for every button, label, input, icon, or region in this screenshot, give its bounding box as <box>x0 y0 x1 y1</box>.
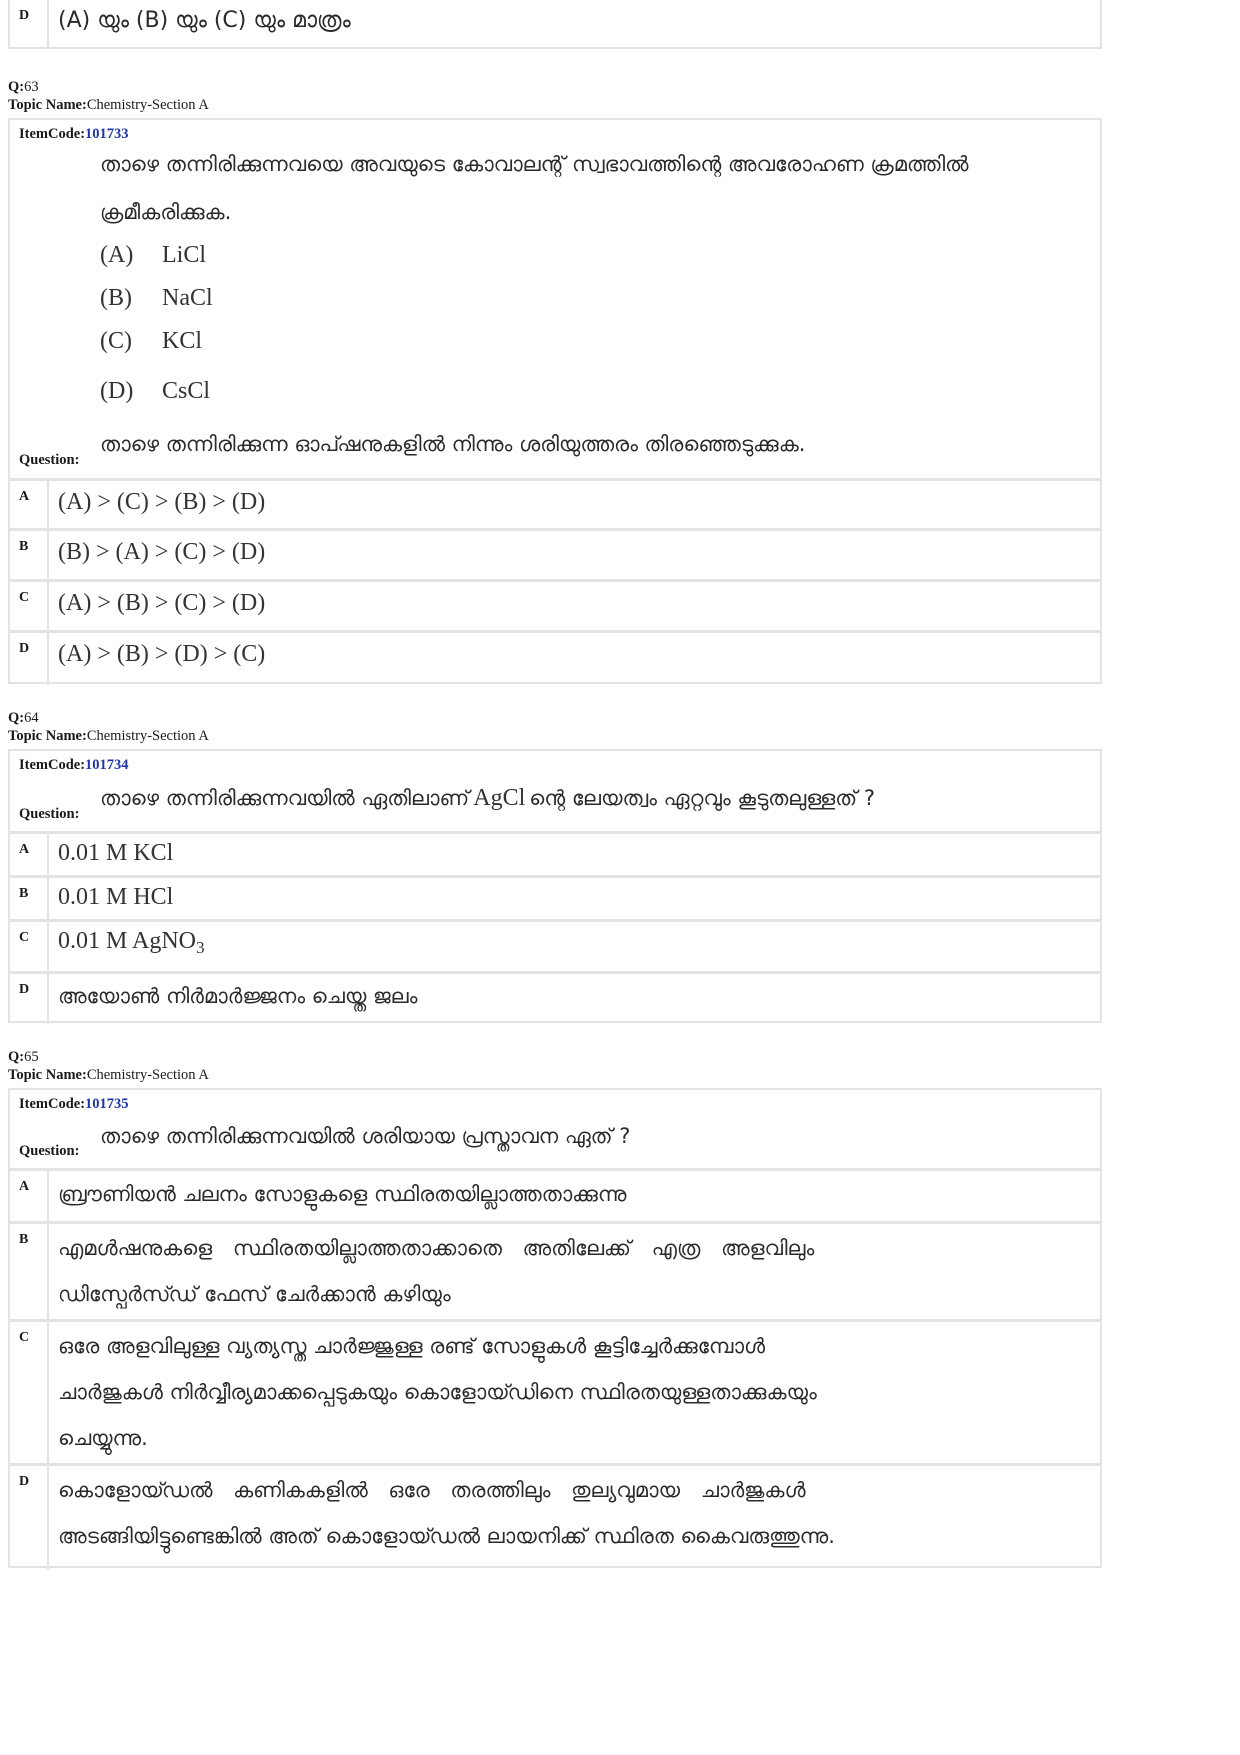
question-text: താഴെ തന്നിരിക്കുന്ന ഓപ്ഷനുകളിൽ നിന്നും ശരിയുത്തരം തിരഞ്ഞെടുക്കുക. <box>100 432 806 456</box>
question-label: Question: <box>19 1143 80 1159</box>
question-number: 64 <box>24 710 39 726</box>
topic-name: Chemistry-Section A <box>86 1067 209 1083</box>
option-row-c[interactable]: C (A) > (B) > (C) > (D) <box>10 579 1100 633</box>
question-number: 63 <box>24 79 39 95</box>
question-number: 65 <box>24 1049 39 1065</box>
question-stem-line: ക്രമീകരിക്കുക. <box>100 200 232 224</box>
option-row-b[interactable]: B (B) > (A) > (C) > (D) <box>10 528 1100 582</box>
option-text-line: ഒരേ അളവിലുള്ള വ്യത്യസ്ത ചാർജ്ജുള്ള രണ്ട് സോളുകൾ കൂട്ടിച്ചേർക്കുമ്പോൾ <box>58 1334 766 1358</box>
option-text: ബ്രൗണിയൻ ചലനം സോളുകളെ സ്ഥിരതയില്ലാത്തതാക്കുന്നു <box>58 1182 627 1206</box>
option-row-a[interactable]: A (A) > (C) > (B) > (D) <box>10 478 1100 531</box>
option-text: (A) > (B) > (C) > (D) <box>58 590 266 616</box>
topic-name: Chemistry-Section A <box>86 728 209 744</box>
option-text-line: കൊളോയ്ഡൽ കണികകളിൽ ഒരേ തരത്തിലും തുല്യവുമായ ചാർജുകൾ <box>58 1478 806 1502</box>
question-header-65: Q:65 Topic Name:Chemistry-Section A <box>8 1049 209 1083</box>
question-header-64: Q:64 Topic Name:Chemistry-Section A <box>8 710 209 744</box>
option-text: (A) യും (B) യും (C) യും മാത്രം <box>58 8 351 33</box>
option-row-c[interactable]: C 0.01 M AgNO$_3$ <box>10 919 1100 974</box>
question-header-63: Q:63 Topic Name:Chemistry-Section A <box>8 79 209 113</box>
option-text: (B) > (A) > (C) > (D) <box>58 539 266 565</box>
option-text: 0.01 M HCl <box>58 884 174 910</box>
option-row-d[interactable]: D കൊളോയ്ഡൽ കണികകളിൽ ഒരേ തരത്തിലും തുല്യവുമായ ചാർജുകൾ അടങ്ങിയിട്ടുണ്ടെങ്കിൽ അത് കൊളോയ്ഡൽ ലായനിക്ക് സ്ഥിരത കൈവരുത്തുന്നു. <box>10 1463 1100 1570</box>
question-text: താഴെ തന്നിരിക്കുന്നവയിൽ ശരിയായ പ്രസ്താവന ഏത് ? <box>100 1124 631 1148</box>
item-code: ItemCode:101735 <box>19 1096 129 1112</box>
option-text-line: ഡിസ്പേർസ്ഡ് ഫേസ് ചേർക്കാൻ കഴിയും <box>58 1282 451 1306</box>
option-text: (A) > (C) > (B) > (D) <box>58 489 266 515</box>
question-label: Question: <box>19 806 80 822</box>
option-row-d[interactable]: D അയോൺ നിർമാർജ്ജനം ചെയ്ത ജലം <box>10 971 1100 1024</box>
question-stem-line: താഴെ തന്നിരിക്കുന്നവയെ അവയുടെ കോവാലന്റ് സ്വഭാവത്തിന്റെ അവരോഹണ ക്രമത്തിൽ <box>100 152 969 176</box>
item-code: ItemCode:101733 <box>19 126 129 142</box>
question-box-64 <box>8 749 1102 1023</box>
question-box-63 <box>8 118 1102 684</box>
item-code: ItemCode:101734 <box>19 757 129 773</box>
option-text-line: ചാർജുകൾ നിർവ്വീര്യമാക്കപ്പെടുകയും കൊളോയ്ഡിനെ സ്ഥിരതയുള്ളതാക്കുകയും <box>58 1380 817 1404</box>
question-text: താഴെ തന്നിരിക്കുന്നവയിൽ ഏതിലാണ് AgCl ന്റെ ലേയത്വം ഏറ്റവും കൂടുതലുള്ളത് ? <box>100 785 875 811</box>
option-row-d[interactable]: D (A) > (B) > (D) > (C) <box>10 630 1100 685</box>
option-text: (A) > (B) > (D) > (C) <box>58 641 266 667</box>
topic-name: Chemistry-Section A <box>86 97 209 113</box>
option-row[interactable] <box>10 0 1100 48</box>
option-text-line: എമൾഷനുകളെ സ്ഥിരതയില്ലാത്തതാക്കാതെ അതിലേക്ക് എത്ര അളവിലും <box>58 1236 815 1260</box>
option-row-b[interactable]: B എമൾഷനുകളെ സ്ഥിരതയില്ലാത്തതാക്കാതെ അതിലേക്ക് എത്ര അളവിലും ഡിസ്പേർസ്ഡ് ഫേസ് ചേർക്കാൻ കഴിയും <box>10 1221 1100 1322</box>
option-row-c[interactable]: C ഒരേ അളവിലുള്ള വ്യത്യസ്ത ചാർജ്ജുള്ള രണ്ട് സോളുകൾ കൂട്ടിച്ചേർക്കുമ്പോൾ ചാർജുകൾ നിർവ്വീര്യമാക്കപ്പെടുകയും കൊളോയ്ഡിനെ സ്ഥിരതയുള്ളതാക്കുകയും ചെയ്യുന്നു. <box>10 1319 1100 1466</box>
option-row-a[interactable]: A 0.01 M KCl <box>10 831 1100 878</box>
option-row-a[interactable]: A ബ്രൗണിയൻ ചലനം സോളുകളെ സ്ഥിരതയില്ലാത്തതാക്കുന്നു <box>10 1168 1100 1224</box>
question-label: Question: <box>19 452 80 468</box>
list-item: (D) CsCl <box>100 378 211 404</box>
list-item: (B) NaCl <box>100 285 213 311</box>
option-text: 0.01 M KCl <box>58 840 174 866</box>
list-item: (C) KCl <box>100 328 203 354</box>
option-text-line: ചെയ്യുന്നു. <box>58 1426 148 1450</box>
option-text: അയോൺ നിർമാർജ്ജനം ചെയ്ത ജലം <box>58 984 418 1008</box>
prev-question-options <box>8 0 1102 49</box>
option-row-b[interactable]: B 0.01 M HCl <box>10 875 1100 922</box>
list-item: (A) LiCl <box>100 242 207 268</box>
question-box-65 <box>8 1088 1102 1568</box>
option-letter: D <box>19 8 30 23</box>
option-text-line: അടങ്ങിയിട്ടുണ്ടെങ്കിൽ അത് കൊളോയ്ഡൽ ലായനിക്ക് സ്ഥിരത കൈവരുത്തുന്നു. <box>58 1524 835 1548</box>
option-text: 0.01 M AgNO$_3$ <box>58 928 205 958</box>
